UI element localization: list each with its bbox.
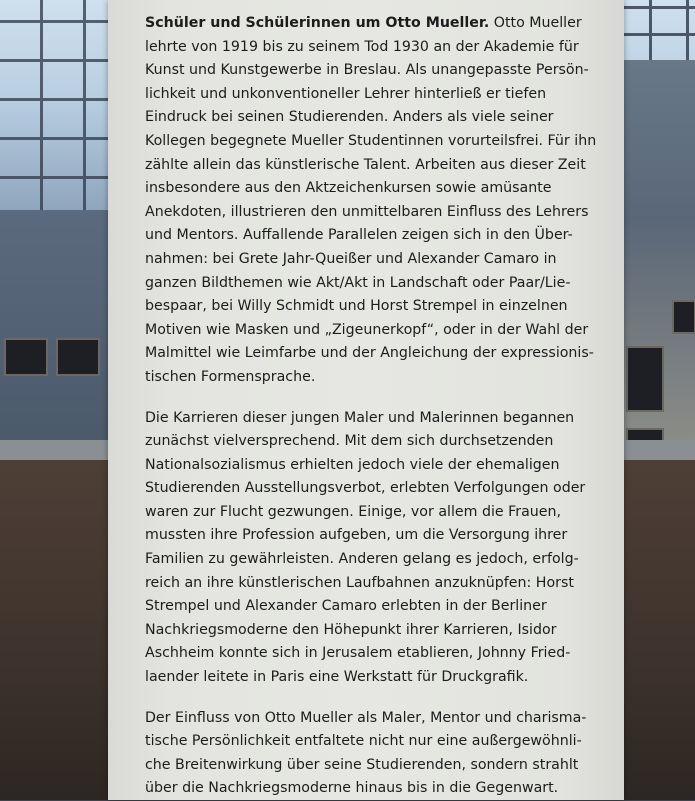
text-line: Studierenden Ausstellungsverbot, erlebten Verfolgungen oder [145, 480, 586, 497]
ceiling-grid-right [615, 0, 695, 60]
text-line: nahmen: bei Grete Jahr-Queißer und Alexander Camaro in [145, 250, 557, 267]
text-line: und Mentors. Auffallende Parallelen zeigen sich in den Über- [145, 227, 573, 244]
text-line: Nationalsozialismus erhielten jedoch viele der ehemaligen [145, 456, 560, 473]
text-line: reich an ihre künstlerischen Laufbahnen anzuknüpfen: Horst [145, 574, 574, 591]
picture-frame [4, 338, 48, 376]
text-line: Kunst und Kunstgewerbe in Breslau. Als unangepasste Persön- [145, 62, 589, 79]
picture-frame [56, 338, 100, 376]
ceiling-grid-left [0, 0, 120, 215]
text-line: Familien zu gewährleisten. Anderen gelang es jedoch, erfolg- [145, 551, 579, 568]
text-line: über die Nachkriegsmoderne hinaus bis in die Gegenwart. [145, 780, 559, 797]
picture-frame [672, 300, 695, 334]
text-line: lehrte von 1919 bis zu seinem Tod 1930 an der Akademie für [145, 38, 579, 55]
panel-heading: Schüler und Schülerinnen um Otto Mueller. [145, 15, 490, 31]
text-line: ganzen Bildthemen wie Akt/Akt in Landschaft oder Paar/Lie- [145, 274, 571, 291]
exhibition-text-panel [108, 0, 624, 800]
text-line: Nachkriegsmoderne den Höhepunkt ihrer Karrieren, Isidor [145, 621, 557, 638]
text-line: zählte allein das künstlerische Talent. Arbeiten aus dieser Zeit [145, 156, 586, 173]
paragraph-1 [145, 12, 598, 390]
text-line-rest: Otto Mueller [489, 15, 582, 31]
text-line: waren zur Flucht gezwungen. Einige, vor allem die Frauen, [145, 503, 562, 520]
text-line: tische Persönlichkeit entfaltete nicht nur eine außergewöhnli- [145, 733, 582, 750]
text-line: tischen Formensprache. [145, 368, 316, 385]
text-line: Anekdoten, illustrieren den unmittelbaren Einfluss des Lehrers [145, 203, 589, 220]
wall-left [0, 210, 120, 460]
text-line: Der Einfluss von Otto Mueller als Maler, Mentor und charisma- [145, 709, 587, 726]
text-line [145, 12, 598, 36]
text-line: che Breitenwirkung über seine Studierenden, sondern strahlt [145, 756, 579, 773]
text-line: zunächst vielversprechend. Mit dem sich durchsetzenden [145, 433, 554, 450]
text-line: Die Karrieren dieser jungen Maler und Malerinnen begannen [145, 409, 575, 426]
text-line: Aschheim konnte sich in Jerusalem etablieren, Johnny Fried- [145, 645, 571, 662]
picture-frame [626, 346, 664, 412]
text-line: laender leitete in Paris eine Werkstatt für Druckgrafik. [145, 669, 529, 686]
text-line: bespaar, bei Willy Schmidt und Horst Strempel in einzelnen [145, 298, 568, 315]
paragraph-3 [145, 707, 598, 801]
text-line: insbesondere aus den Aktzeichenkursen sowie amüsante [145, 180, 552, 197]
text-line: lichkeit und unkonventioneller Lehrer hinterließ er tiefen [145, 85, 547, 102]
text-line: Strempel und Alexander Camaro erlebten in der Berliner [145, 598, 547, 615]
text-line: mussten ihre Profession aufgeben, um die Versorgung ihrer [145, 527, 568, 544]
paragraph-2 [145, 407, 598, 690]
text-line: Malmittel wie Leimfarbe und der Angleichung der expressionis- [145, 345, 594, 362]
text-line: Motiven wie Masken und „Zigeunerkopf“, oder in der Wahl der [145, 321, 589, 338]
text-line: Kollegen begegnete Mueller Studentinnen vorurteilsfrei. Für ihn [145, 132, 597, 149]
text-line: Eindruck bei seinen Studierenden. Anders als viele seiner [145, 109, 554, 126]
